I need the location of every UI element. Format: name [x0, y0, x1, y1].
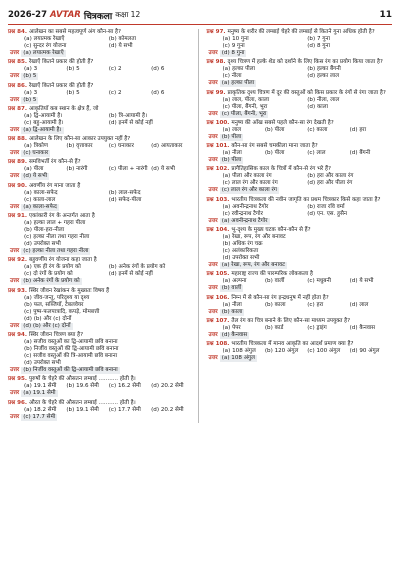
- option-item: (c) 2: [108, 66, 122, 73]
- question-number: प्रश्न 87.: [8, 105, 27, 112]
- option-item: (c) रवीन्द्रनाथ टैगोर: [222, 210, 263, 217]
- question-text: रेखाएँ कितने प्रकार की होती हैं?: [29, 59, 94, 66]
- question-item: [207, 227, 393, 269]
- answer-text: (d) ये सभी: [23, 173, 48, 180]
- question-header: [207, 29, 393, 36]
- question-number: प्रश्न 85.: [8, 59, 27, 66]
- option-item: (d) एन. एस. हुसैन: [307, 210, 347, 217]
- answer-line: [8, 248, 194, 255]
- option-item: (d) (b) और (c) दोनों: [24, 315, 72, 322]
- option-item: (d) उपरोक्त सभी: [222, 255, 260, 262]
- options-list: [8, 339, 194, 367]
- answer-label: उत्तर: [208, 80, 218, 87]
- question-number: प्रश्न 89.: [8, 159, 27, 166]
- question-number: प्रश्न 92.: [8, 257, 27, 264]
- options-list: [207, 173, 393, 187]
- option-item: (a) नीला: [222, 301, 242, 308]
- question-number: प्रश्न 101.: [206, 143, 230, 150]
- option-item: (b) कोमलता: [108, 36, 136, 42]
- right-column: [207, 29, 393, 423]
- question-item: [207, 295, 393, 316]
- question-item: [8, 136, 194, 157]
- option-item: (a) पीला और काला रंग: [222, 173, 272, 180]
- option-item: (d) 20.2 सेमी: [151, 383, 184, 390]
- option-item: (d) ये सभी: [108, 43, 133, 49]
- question-number: प्रश्न 106.: [206, 294, 230, 301]
- option-item: (b) नीला, लाल: [307, 96, 340, 103]
- option-item: (d) इनमें से कोई नहीं: [108, 119, 153, 126]
- question-text: भारतीय चित्रकला में मानव आकृति का आदर्श प्रमाण क्या है?: [231, 341, 354, 348]
- option-item: (a) अल्पना: [222, 278, 247, 285]
- option-item: (c) 100 अंगुल: [307, 348, 341, 355]
- option-item: (a) लयात्मक रेखाएँ: [24, 36, 65, 42]
- option-item: (c) 16.2 सेमी: [108, 383, 141, 390]
- question-text: औरत के चेहरे की औसतन लम्बाई ........... होती है।: [29, 399, 136, 406]
- question-number: प्रश्न 107.: [206, 317, 230, 324]
- answer-line: [8, 50, 194, 57]
- answer-label: उत्तर: [208, 187, 218, 194]
- question-text: प्रागैतिहासिक काल के चित्रों में कौन-से रंग भरे हैं?: [231, 166, 331, 173]
- option-item: (b) पीला-हरा-नीला: [24, 227, 65, 234]
- question-item: [207, 197, 393, 225]
- answer-line: [8, 367, 194, 374]
- option-item: (c) 17.7 सेमी: [108, 406, 141, 413]
- option-item: (d) हरा: [349, 126, 367, 133]
- question-item: [207, 143, 393, 164]
- question-item: [207, 318, 393, 339]
- option-item: (a) जीव-जन्तु, परिदृश्य या दृश्य: [24, 294, 90, 301]
- answer-text: (b) 5: [23, 96, 37, 103]
- options-list: [207, 97, 393, 111]
- question-text: बहुवर्णीय रंग योजना कहा जाता है: [29, 257, 97, 264]
- answer-text: (c) पीला, बैंगनी, भूरा: [221, 110, 267, 117]
- question-item: [207, 29, 393, 57]
- option-item: (d) 6: [151, 66, 165, 73]
- option-item: (a) 10 गुना: [222, 36, 249, 42]
- option-item: (d) उपरोक्त सभी: [24, 359, 61, 366]
- question-text: तैल रंग का चित्र बनाने के लिए कौन-सा माध्यम उपयुक्त है?: [231, 317, 351, 324]
- answer-label: उत्तर: [208, 355, 218, 362]
- question-header: [8, 288, 194, 295]
- option-item: (a) द्वि-आयामी है।: [24, 112, 63, 119]
- question-item: [8, 183, 194, 211]
- answer-line: [207, 262, 393, 269]
- question-text: प्राकृतिक दृश्य चित्रण में दूर की वस्तुओं को किस प्रकार के रंगों से रंगा जाता है?: [227, 89, 386, 96]
- question-text: दृश्य चित्रण में हल्के शेड को दर्शाने के लिए किस रंग का प्रयोग किया जाता है?: [227, 59, 383, 66]
- options-list: [207, 127, 393, 134]
- question-item: [8, 59, 194, 80]
- answer-text: (c) 17.7 सेमी: [23, 413, 56, 420]
- option-item: (c) ड्राइंग: [307, 324, 327, 331]
- answer-text: (d) 8 गुना: [221, 50, 245, 56]
- option-item: (a) रेखा, रूप, रंग और बनावट: [222, 234, 286, 241]
- answer-text: (b) पीला: [221, 133, 242, 140]
- question-header: [8, 400, 194, 407]
- option-item: (a) त्रिकोण: [24, 143, 48, 150]
- question-header: [8, 183, 194, 190]
- options-list: [207, 325, 393, 332]
- option-item: (c) 9 गुना: [222, 43, 245, 49]
- question-item: [8, 213, 194, 255]
- option-item: (c) काला-लाल: [24, 196, 56, 203]
- answer-text: (b) काला: [221, 308, 243, 315]
- answer-line: [8, 390, 194, 397]
- question-header: [8, 106, 194, 113]
- question-text: स्थिर जीवन रेखांकन के मुख्यतः विषय हैं: [29, 287, 110, 294]
- question-number: प्रश्न 84.: [8, 29, 27, 35]
- answer-text: (b) वार्ली: [221, 285, 242, 292]
- option-item: (c) घनाकार: [108, 143, 134, 150]
- option-item: (b) पीला: [264, 150, 285, 157]
- page-number: 11: [379, 10, 392, 20]
- answer-label: उत्तर: [208, 133, 218, 140]
- option-item: (c) हरा: [307, 301, 324, 308]
- option-item: (a) 18.2 सेमी: [24, 406, 57, 413]
- options-list: [8, 90, 194, 97]
- option-item: (a) 108 अंगुल: [222, 348, 256, 355]
- question-item: [207, 120, 393, 141]
- answer-label: उत्तर: [10, 248, 20, 255]
- answer-line: [8, 278, 194, 285]
- options-list: [207, 36, 393, 50]
- answer-label: उत्तर: [10, 50, 20, 56]
- question-header: [8, 29, 194, 36]
- option-item: (c) हल्का नीला तथा गहरा नीला: [24, 234, 90, 241]
- question-text: महाराष्ट्र राज्य की पारम्परिक लोककला है: [231, 271, 313, 278]
- answer-line: [8, 127, 194, 134]
- question-item: [8, 83, 194, 104]
- page-header: [8, 6, 392, 25]
- answer-text: (d) कैनवास: [221, 331, 248, 338]
- answer-label: उत्तर: [10, 73, 20, 80]
- answer-text: (b) निर्जीव वस्तुओं की द्वि-आयामी छवि बनाना: [23, 366, 118, 373]
- options-list: [8, 220, 194, 248]
- option-item: (b) फल, सब्जियाँ, टेबलवेयर: [24, 301, 84, 308]
- question-number: प्रश्न 108.: [206, 341, 230, 348]
- option-item: (a) लाल, पीला, काला: [222, 96, 270, 103]
- options-list: [8, 190, 194, 204]
- option-item: (c) पुष्प-फलपात्रादि, कपड़े, मोमबत्ती: [24, 308, 100, 315]
- option-item: (c) लाल रंग और काला रंग: [222, 180, 278, 187]
- question-header: [8, 59, 194, 66]
- question-item: [207, 341, 393, 362]
- question-number: प्रश्न 95.: [8, 376, 27, 383]
- answer-line: [8, 204, 194, 211]
- option-item: (d) 90 अंगुल: [349, 348, 380, 355]
- header-year: 2026-27: [8, 10, 48, 20]
- question-header: [8, 332, 194, 339]
- answer-text: (c) घनाकार: [23, 150, 49, 157]
- option-item: (c) बहु-आयामी है।: [24, 119, 64, 126]
- question-number: प्रश्न 104.: [206, 227, 230, 234]
- option-item: (d) हल्का लाल: [307, 73, 339, 80]
- option-item: (b) अनेक रंगों के प्रयोग को: [108, 264, 166, 271]
- answer-label: उत्तर: [10, 278, 20, 285]
- options-list: [207, 302, 393, 309]
- question-number: प्रश्न 102.: [206, 166, 230, 173]
- question-text: अवर्णीय रंग माना जाता है: [29, 182, 81, 189]
- option-item: (d) बैंगनी: [349, 150, 371, 157]
- option-item: (c) 2: [108, 89, 122, 96]
- option-item: (d) लाल: [349, 301, 369, 308]
- answer-line: [207, 332, 393, 339]
- question-number: प्रश्न 94.: [8, 331, 27, 338]
- answer-label: उत्तर: [10, 126, 20, 133]
- option-item: (a) काला-सफेद: [24, 189, 58, 196]
- option-item: (b) अधिक रंग चक्र: [222, 241, 263, 248]
- question-number: प्रश्न 90.: [8, 182, 27, 189]
- answer-text: (a) हल्का पीला: [221, 80, 255, 87]
- question-number: प्रश्न 88.: [8, 136, 27, 143]
- question-text: पुरुषों के चेहरे की औसतन लम्बाई ........... होती है।: [29, 376, 136, 383]
- answer-label: उत्तर: [10, 173, 20, 180]
- answer-label: उत्तर: [10, 390, 20, 397]
- left-column: [8, 29, 199, 423]
- question-header: [207, 120, 393, 127]
- question-item: [8, 400, 194, 421]
- option-item: (b) वार्ली: [264, 278, 285, 285]
- question-header: [207, 90, 393, 97]
- answer-label: उत्तर: [10, 150, 20, 157]
- options-list: [8, 295, 194, 323]
- question-text: आकृतियाँ कब स्थान के क्षेत्र हैं, जो: [29, 105, 99, 112]
- answer-line: [207, 50, 393, 57]
- question-text: स्थिर जीवन चित्रण क्या है?: [29, 331, 84, 338]
- option-item: (b) 19.1 सेमी: [66, 406, 99, 413]
- question-item: [8, 159, 194, 180]
- option-item: (c) सजीव वस्तुओं की त्रि-आयामी छवि बनाना: [24, 352, 118, 359]
- options-list: [8, 36, 194, 50]
- option-item: (b) काला: [264, 301, 286, 308]
- option-item: (b) 5: [66, 89, 80, 96]
- option-item: (b) त्रि-आयामी है।: [108, 112, 148, 119]
- option-item: (c) काला: [307, 126, 328, 133]
- option-item: (d) 20.2 सेमी: [151, 406, 184, 413]
- answer-text: (d) (b) और (c) दोनों: [23, 322, 71, 329]
- answer-line: [8, 323, 194, 330]
- question-text: आलेखन के लिए कौन-सा आकार उपयुक्त नहीं है?: [29, 136, 131, 143]
- option-item: (c) अलंकारिकता: [222, 248, 259, 255]
- option-item: (c) दो रंगों के प्रयोग को: [24, 271, 73, 278]
- option-item: (d) सफेद-पीला: [108, 196, 142, 203]
- option-item: (b) नारंगी: [66, 166, 88, 173]
- question-number: प्रश्न 98.: [206, 59, 226, 66]
- answer-line: [207, 111, 393, 118]
- option-item: (c) पीला + नारंगी: [108, 166, 148, 173]
- question-text: एकांकारी रंग के अन्तर्गत आता है: [29, 213, 95, 220]
- option-item: (c) मधुबनी: [307, 278, 332, 285]
- answer-label: उत्तर: [208, 308, 218, 315]
- option-item: (d) आयताकार: [151, 143, 183, 150]
- option-item: (d) ये सभी: [151, 166, 176, 173]
- question-text: मनुष्य की आँख सबसे पहले कौन-सा रंग देखती है?: [231, 119, 334, 126]
- options-list: [8, 113, 194, 127]
- question-text: समविभर्ती रंग कौन-से हैं?: [29, 159, 81, 166]
- question-number: प्रश्न 97.: [206, 29, 226, 35]
- answer-line: [207, 355, 393, 362]
- question-columns: [8, 29, 392, 423]
- option-item: (c) सुन्दर रंग योजना: [24, 43, 67, 49]
- answer-label: उत्तर: [10, 96, 20, 103]
- option-item: (d) 6: [151, 89, 165, 96]
- question-number: प्रश्न 100.: [206, 119, 230, 126]
- option-item: (a) पेपर: [222, 324, 241, 331]
- question-header: [207, 318, 393, 325]
- question-item: [207, 271, 393, 292]
- answer-label: उत्तर: [208, 262, 218, 269]
- question-item: [8, 29, 194, 57]
- option-item: (a) सजीव वस्तुओं का द्वि-आयामी छवि बनाना: [24, 338, 118, 345]
- answer-line: [8, 173, 194, 180]
- answer-text: (c) लाल रंग और काला रंग: [221, 187, 277, 194]
- question-text: मनुष्य के शरीर की लम्बाई चेहरे की लम्बाई से कितने गुना अधिक होती है?: [227, 29, 375, 35]
- option-item: (c) लाल: [307, 150, 326, 157]
- option-item: (a) 19.1 सेमी: [24, 383, 57, 390]
- question-text: रेखाएँ कितने प्रकार की होती हैं?: [29, 82, 94, 89]
- option-item: (a) हल्का पीला: [222, 66, 255, 73]
- answer-text: (a) रेखा, रूप, रंग और बनावट: [221, 262, 285, 269]
- class-label: कक्षा 12: [115, 10, 141, 19]
- question-number: प्रश्न 99.: [206, 89, 226, 96]
- answer-line: [8, 97, 194, 104]
- question-item: [207, 59, 393, 87]
- answer-line: [8, 73, 194, 80]
- answer-label: उत्तर: [208, 217, 218, 224]
- options-list: [8, 264, 194, 278]
- option-item: (b) निर्जीव वस्तुओं की द्वि-आयामी छवि बनाना: [24, 345, 119, 352]
- question-number: प्रश्न 86.: [8, 82, 27, 89]
- question-item: [8, 106, 194, 134]
- option-item: (a) नीला: [222, 150, 242, 157]
- answer-line: [207, 187, 393, 194]
- question-item: [8, 332, 194, 374]
- question-number: प्रश्न 91.: [8, 213, 27, 220]
- question-number: प्रश्न 105.: [206, 271, 230, 278]
- option-item: (a) हल्का लाल + गहरा पीला: [24, 220, 86, 227]
- options-list: [207, 66, 393, 80]
- option-item: (d) ये सभी: [349, 278, 374, 285]
- option-item: (b) 7 गुना: [307, 36, 330, 42]
- option-item: (d) 8 गुना: [307, 43, 330, 49]
- question-number: प्रश्न 103.: [206, 196, 230, 203]
- question-text: आलेखन का सबसे महत्वपूर्ण अंग कौन-सा है?: [29, 29, 121, 35]
- question-text: भारतीय चित्रकला की नवीन जागृति का प्रथम चित्रकार किसे कहा जाता है?: [231, 196, 381, 203]
- option-item: (b) राजा रवि वर्मा: [307, 203, 345, 210]
- answer-line: [207, 309, 393, 316]
- option-item: (d) इनमें से कोई नहीं: [108, 271, 153, 278]
- answer-label: उत्तर: [208, 110, 218, 117]
- answer-text: (b) पीला: [221, 157, 242, 164]
- answer-line: [207, 218, 393, 225]
- answer-line: [8, 150, 194, 157]
- options-list: [8, 66, 194, 73]
- answer-text: (a) लयात्मक रेखाएँ: [23, 50, 64, 56]
- answer-label: उत्तर: [10, 366, 20, 373]
- publisher-logo: AVTAR: [50, 10, 81, 20]
- question-text: भू-दृश्य के मुख्य घटक कौन-कौन से हैं?: [231, 227, 311, 234]
- answer-line: [207, 134, 393, 141]
- option-item: (d) काला: [307, 103, 328, 110]
- question-number: प्रश्न 93.: [8, 287, 27, 294]
- answer-text: (b) अनेक रंगों के प्रयोग को: [23, 278, 80, 285]
- option-item: (b) 5: [66, 66, 80, 73]
- answer-label: उत्तर: [208, 157, 218, 164]
- option-item: (b) हल्का बैंगनी: [307, 66, 341, 73]
- option-item: (a) पीला: [24, 166, 44, 173]
- option-item: (a) 3: [24, 66, 38, 73]
- answer-text: (a) काला-सफेद: [23, 203, 57, 210]
- answer-label: उत्तर: [10, 322, 20, 329]
- answer-line: [207, 80, 393, 87]
- question-number: प्रश्न 96.: [8, 399, 27, 406]
- options-list: [207, 204, 393, 218]
- option-item: (a) अवनीन्द्रनाथ टैगोर: [222, 203, 269, 210]
- options-list: [207, 234, 393, 262]
- answer-label: उत्तर: [10, 203, 20, 210]
- question-item: [8, 288, 194, 330]
- question-text: निम्न में से कौन-सा रंग इन्द्रधनुष में नहीं होता है?: [231, 294, 329, 301]
- question-item: [8, 257, 194, 285]
- option-item: (d) कैनवास: [349, 324, 376, 331]
- question-header: [207, 295, 393, 302]
- option-item: (d) हरा और पीला रंग: [307, 180, 353, 187]
- option-item: (b) 19.6 सेमी: [66, 383, 99, 390]
- option-item: (d) उपरोक्त सभी: [24, 241, 61, 248]
- answer-text: (a) द्वि-आयामी है।: [23, 126, 62, 133]
- answer-text: (c) हल्का नीला तथा गहरा नीला: [23, 248, 89, 255]
- option-item: (c) नीला: [222, 73, 242, 80]
- answer-line: [8, 414, 194, 421]
- answer-label: उत्तर: [208, 285, 218, 292]
- question-text: कौन-सा रंग सबसे चमकीला माना जाता है?: [231, 143, 318, 150]
- option-item: (b) लाल-सफेद: [108, 189, 141, 196]
- question-item: [207, 166, 393, 194]
- subject-title: चित्रकला: [83, 11, 113, 22]
- answer-line: [207, 285, 393, 292]
- options-list: [8, 407, 194, 414]
- option-item: (a) एक ही रंग के प्रयोग को: [24, 264, 81, 271]
- option-item: (b) कार्ड: [264, 324, 284, 331]
- answer-text: (a) अवनीन्द्रनाथ टैगोर: [221, 217, 268, 224]
- option-item: (b) 120 अंगुल: [264, 348, 299, 355]
- option-item: (b) हरा और काला रंग: [307, 173, 354, 180]
- option-item: (c) पीला, बैंगनी, भूरा: [222, 103, 268, 110]
- answer-label: उत्तर: [10, 413, 20, 420]
- answer-line: [207, 157, 393, 164]
- answer-label: उत्तर: [208, 331, 218, 338]
- question-item: [8, 376, 194, 397]
- option-item: (a) लाल: [222, 126, 242, 133]
- option-item: (a) 3: [24, 89, 38, 96]
- option-item: (b) पीला: [264, 126, 285, 133]
- question-item: [207, 90, 393, 118]
- question-header: [207, 197, 393, 204]
- options-list: [8, 143, 194, 150]
- answer-label: उत्तर: [208, 50, 218, 56]
- answer-text: (b) 5: [23, 73, 37, 80]
- option-item: (b) वृत्ताकार: [66, 143, 93, 150]
- question-header: [8, 83, 194, 90]
- answer-text: (a) 108 अंगुल: [221, 355, 255, 362]
- answer-text: (a) 19.1 सेमी: [23, 390, 56, 397]
